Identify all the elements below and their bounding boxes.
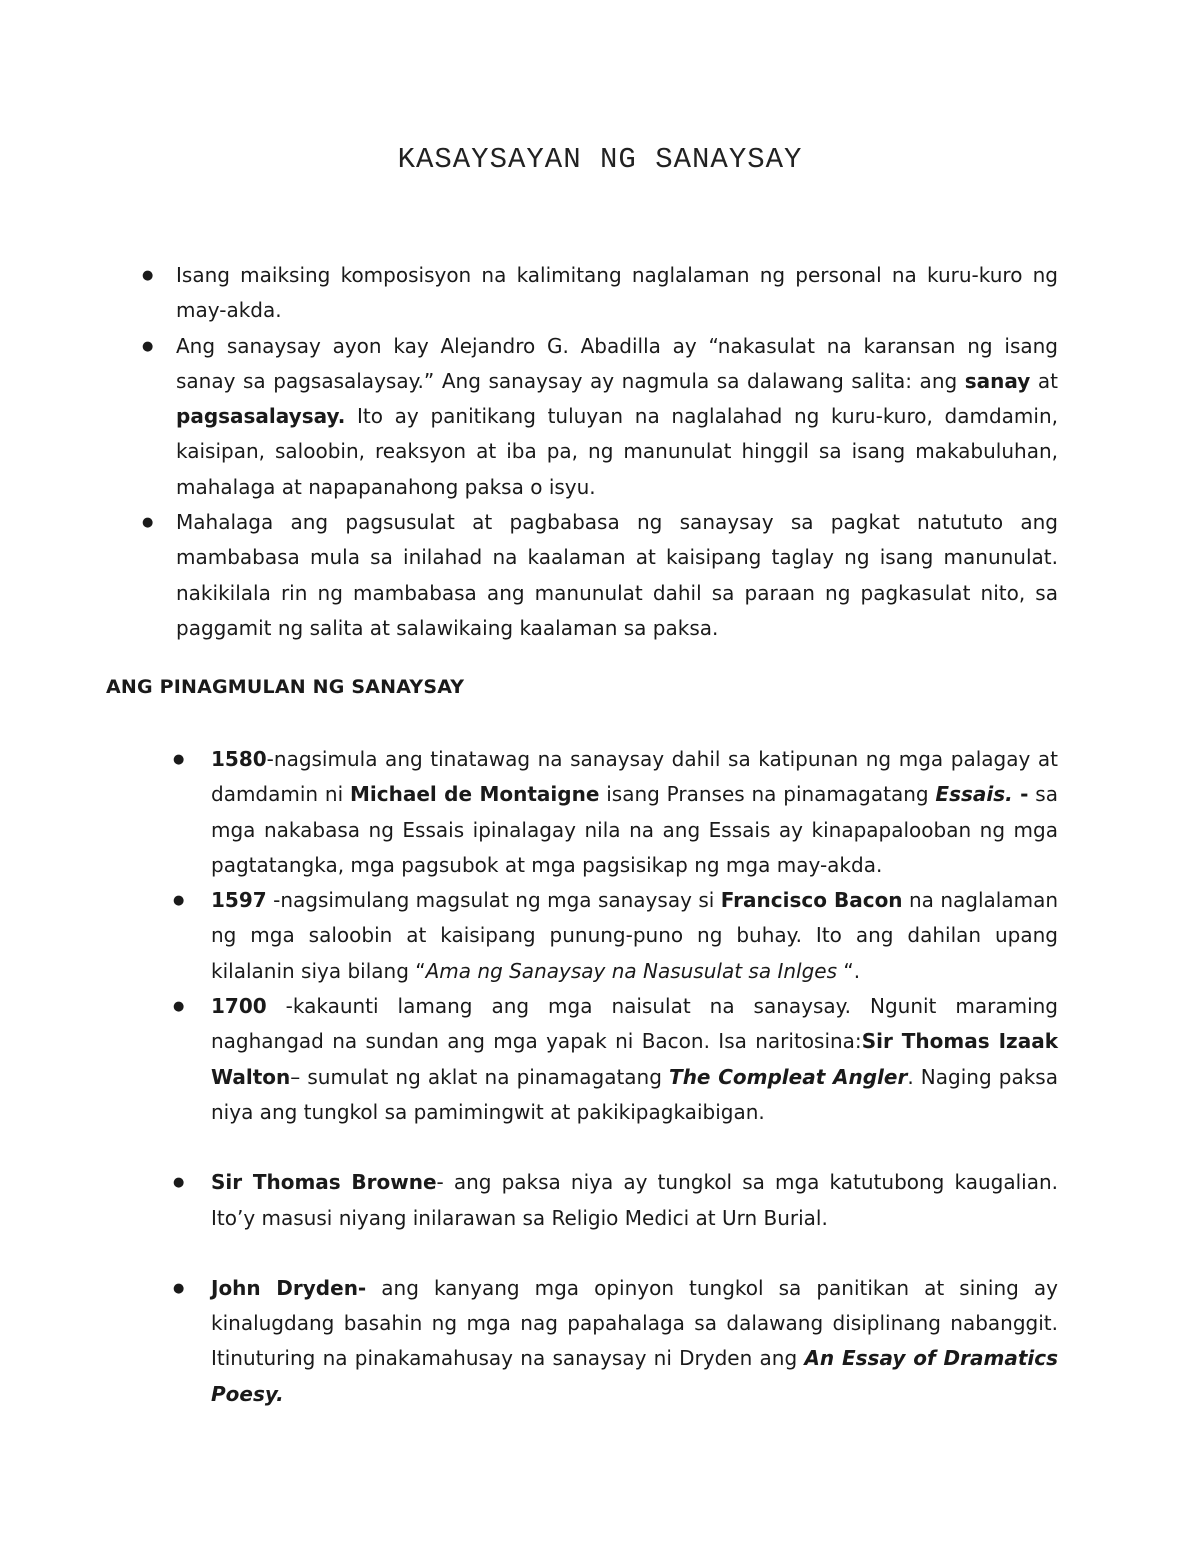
item-text: Ito ay panitikang tuluyan na naglalahad ng kuru-kuro, damdamin, kaisipan, saloobin, reaksyon at iba pa, ng manunulat hinggil sa isang makabuluhan, mahalaga at napapanahong paksa o isyu. [176,404,1058,499]
work-title: Essais. [935,782,1013,807]
page-title: KASAYSAYAN NG SANAYSAY [397,143,803,176]
list-item [173,989,1058,1130]
italic-title: Ama ng Sanaysay na Nasusulat sa Inlges [425,958,837,983]
list-item [173,1165,1058,1236]
bold-term: sanay [964,368,1031,393]
bullet-icon: ● [173,999,185,1015]
bullet-icon: ● [142,515,154,531]
list-item [173,742,1058,883]
work-title: The Compleat Angler [669,1064,908,1089]
item-text: ang kanyang mga opinyon tungkol sa panitikan at sining ay kinalugdang basahin ng mga nag papahalaga sa dalawang disiplinang nabanggit. Itinuturing na pinakamahusay na sanaysay ni Dryden ang [211,1275,1058,1371]
item-text: “. [837,958,861,983]
author-name: Michael de Montaigne [349,782,600,807]
origin-bullet-list [173,742,1059,1412]
intro-bullet-list [142,258,1058,646]
item-text: na naglalaman ng mga saloobin at kaisipang punung-puno ng buhay. Ito ang dahilan upang kilalanin siya bilang “ [211,888,1059,983]
author-name: Sir Thomas Browne [211,1170,437,1195]
year-label: 1580 [211,747,267,771]
bullet-icon: ● [142,338,154,354]
item-text: sa mga nakabasa ng Essais ipinalagay nila na ang Essais ay kinapapalooban ng mga pagtatangka, mga pagsubok at mga pagsisikap ng mga may-akda. [211,782,1058,877]
bullet-icon: ● [173,893,185,909]
item-text: Mahalaga ang pagsusulat at pagbabasa ng sanaysay sa pagkat natututo ang mambabasa mula sa inilahad na kaalaman at kaisipang taglay ng isang manunulat. nakikilala rin ng mambabasa ang manunulat dahil sa paraan ng pagkasulat nito, sa paggamit ng salita at salawikaing kaalaman sa paksa. [176,510,1058,640]
section-heading: ANG PINAGMULAN NG SANAYSAY [106,676,465,698]
list-item [173,883,1059,989]
work-title: An Essay of Dramatics Poesy. [211,1346,1058,1406]
list-item [142,505,1058,646]
item-text: – sumulat ng aklat na pinamagatang [290,1064,670,1089]
bullet-icon: ● [173,1280,185,1296]
bold-dash: - [1012,782,1029,807]
list-item [142,329,1058,505]
item-text: Isang maiksing komposisyon na kalimitang naglalaman ng personal na kuru-kuro ng may-akda. [176,263,1058,323]
item-text: -kakaunti lamang ang mga naisulat na sanaysay. Ngunit maraming naghangad na sundan ang mga yapak ni Bacon. Isa naritosina: [211,994,1058,1054]
bullet-icon: ● [142,268,154,283]
bold-term: pagsasalaysay. [176,404,346,429]
year-label: 1700 [211,994,267,1019]
item-text: -nagsimulang magsulat ng mga sanaysay si [266,888,721,913]
bullet-icon: ● [173,752,185,767]
item-text: . Naging paksa niya ang tungkol sa pamimingwit at pakikipagkaibigan. [211,1064,1058,1124]
item-text: Ang sanaysay ayon kay Alejandro G. Abadilla ay “nakasulat na karansan ng isang sanay sa pagsasalaysay.” Ang sanaysay ay nagmula sa dalawang salita: ang [176,333,1058,393]
item-text: at [1030,368,1058,393]
author-name: John Dryden- [211,1275,367,1300]
item-text: - ang paksa niya ay tungkol sa mga katutubong kaugalian. Ito’y masusi niyang inilarawan sa Religio Medici at Urn Burial. [211,1170,1058,1230]
list-item [173,1271,1058,1412]
author-name: Francisco Bacon [720,888,903,913]
year-label: 1597 [211,888,267,913]
item-text: -nagsimula ang tinatawag na sanaysay dahil sa katipunan ng mga palagay at damdamin ni [211,747,1058,807]
bullet-icon: ● [173,1175,185,1191]
author-name: Sir Thomas Izaak Walton [211,1029,1058,1089]
list-item [142,258,1058,329]
item-text: isang Pranses na pinamagatang [599,782,936,807]
